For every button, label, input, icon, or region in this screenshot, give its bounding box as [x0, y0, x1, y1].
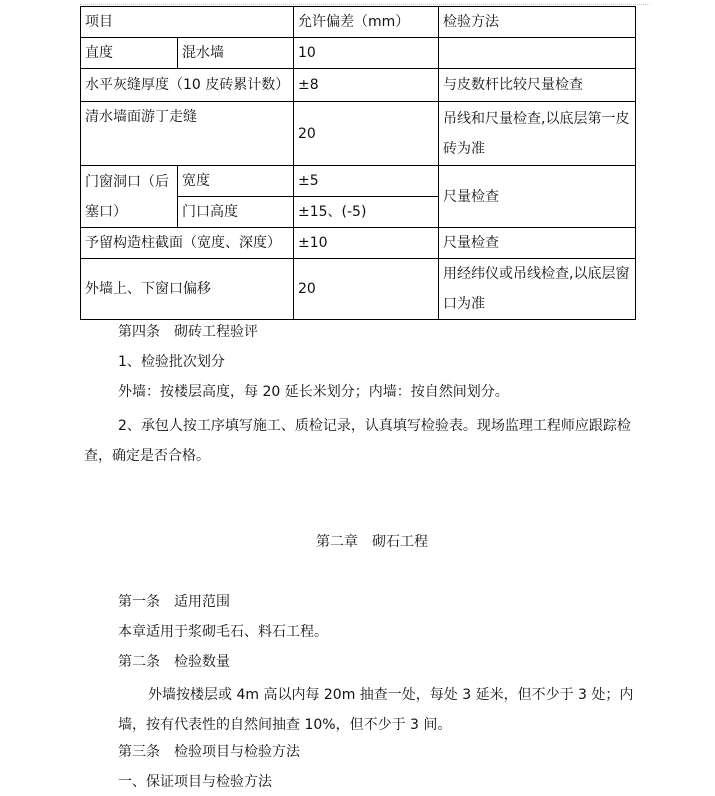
row-verticality-item: 直度 — [81, 38, 178, 69]
ch2-scope-text: 本章适用于浆砌毛石、料石工程。 — [118, 624, 328, 640]
header-item: 项目 — [81, 7, 294, 38]
table-row — [81, 259, 636, 320]
row-opening-item: 门窗洞口（后塞口） — [81, 166, 178, 228]
header-method: 检验方法 — [439, 7, 636, 38]
row-column-method: 尺量检查 — [439, 228, 636, 259]
table-row — [81, 228, 636, 259]
table-row — [81, 166, 636, 197]
ch2-article-2-heading: 第二条 检验数量 — [118, 654, 230, 670]
row-opening-tol-height: ±15、(-5) — [294, 197, 439, 228]
ch2-guarantee-heading: 一、保证项目与检验方法 — [118, 774, 272, 790]
tolerance-table — [80, 6, 636, 320]
header-tolerance: 允许偏差（mm） — [294, 7, 439, 38]
batch-description: 外墙：按楼层高度，每 20 延长米划分；内墙：按自然间划分。 — [118, 384, 509, 400]
article-4-heading: 第四条 砌砖工程验评 — [118, 324, 258, 340]
table-row — [81, 38, 636, 69]
row-window-method: 用经纬仪或吊线检查,以底层窗口为准 — [439, 259, 636, 320]
row-verticality-method — [439, 38, 636, 69]
row-column-tolerance: ±10 — [294, 228, 439, 259]
row-opening-tol-width: ±5 — [294, 166, 439, 197]
row-mortar-method: 与皮数杆比较尺量检查 — [439, 69, 636, 102]
ch2-article-3-heading: 第三条 检验项目与检验方法 — [118, 744, 300, 760]
row-mortar-item: 水平灰缝厚度（10 皮砖累计数） — [81, 69, 294, 102]
row-verticality-sub: 混水墙 — [178, 38, 294, 69]
row-headjoint-item: 清水墙面游丁走缝 — [81, 102, 294, 166]
table-header-row — [81, 7, 636, 38]
row-headjoint-method: 吊线和尺量检查,以底层第一皮砖为准 — [439, 102, 636, 166]
table-row — [81, 69, 636, 102]
row-headjoint-tolerance: 20 — [294, 102, 439, 166]
row-window-item: 外墙上、下窗口偏移 — [81, 259, 294, 320]
row-opening-sub-width: 宽度 — [178, 166, 294, 197]
row-verticality-tolerance: 10 — [294, 38, 439, 69]
row-mortar-tolerance: ±8 — [294, 69, 439, 102]
chapter-2-heading: 第二章 砌石工程 — [316, 534, 428, 550]
batch-title: 1、检验批次划分 — [118, 354, 225, 370]
row-opening-sub-height: 门口高度 — [178, 197, 294, 228]
table-row — [81, 102, 636, 166]
ch2-quantity-paragraph: 外墙按楼层或 4m 高以内每 20m 抽查一处，每处 3 延米，但不少于 3 处；内墙，按有代表性的自然间抽查 10%，但不少于 3 间。 — [118, 687, 634, 733]
row-opening-method: 尺量检查 — [439, 166, 636, 228]
row-window-tolerance: 20 — [294, 259, 439, 320]
contractor-paragraph: 2、承包人按工序填写施工、质检记录，认真填写检验表。现场监理工程师应跟踪检查，确定是否合格。 — [84, 418, 631, 464]
row-column-item: 予留构造柱截面（宽度、深度） — [81, 228, 294, 259]
ch2-article-1-heading: 第一条 适用范围 — [118, 594, 230, 610]
top-rule — [80, 4, 650, 5]
